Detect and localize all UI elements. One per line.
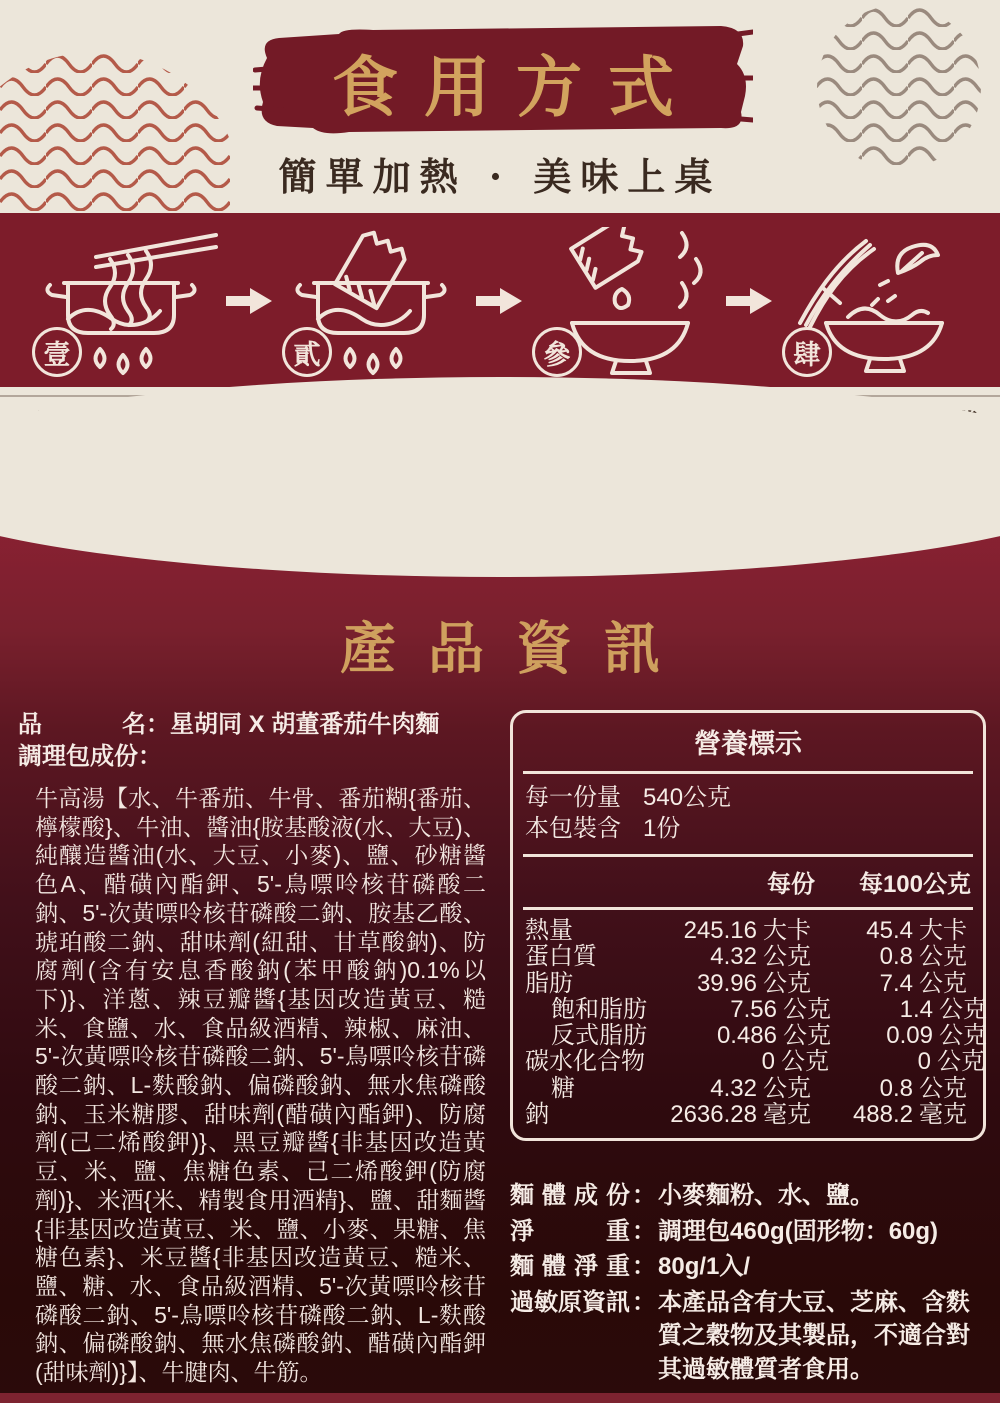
step-1-number: 壹 (43, 339, 71, 371)
usage-title-banner (253, 24, 753, 138)
table-row: 蛋白質 4.32 公克 0.8 公克 (525, 943, 967, 971)
ingredients-text: 牛高湯【水、牛番茄、牛骨、番茄糊{番茄、檸檬酸}、牛油、醬油{胺基酸液(水、大豆)、純釀造醬油(水、大豆、小麥)、鹽、砂糖醬色A、醋磺內酯鉀、5'-鳥嘌呤核苷磷酸二鈉、5'-次黃嘌呤核苷磷酸二鈉、胺基乙酸、琥珀酸二鈉、甜味劑(紐甜、甘草酸鈉)、防腐劑(含有安息香酸鈉(苯甲酸鈉)0.1%以下)}、洋蔥、辣豆瓣醬{基因改造黃豆、糙米、食鹽、水、食品級酒精、辣椒、麻油、5'-次黃嘌呤核苷磷酸二鈉、5'-鳥嘌呤核苷磷酸二鈉、L-麩酸鈉、偏磷酸鈉、無水焦磷酸鈉、玉米糖膠、甜味劑(醋磺內酯鉀)、防腐劑(己二烯酸鉀)}、黑豆瓣醬{非基因改造黃豆、米、鹽、焦糖色素、己二烯酸鉀(防腐劑)}、米酒{米、精製食用酒精}、鹽、甜麵醬{非基因改造黃豆、米、鹽、小麥、果糖、焦糖色素}、米豆醬{非基因改造黃豆、糙米、鹽、糖、水、食品級酒精、5'-次黃嘌呤核苷磷酸二鈉、5'-鳥嘌呤核苷磷酸二鈉、L-麩酸鈉、偏磷酸鈉、無水焦磷酸鈉、醋磺內酯鉀(甜味劑)}】、牛腱肉、牛筋。 (35, 785, 486, 1386)
usage-subtitle: 簡單加熱 · 美味上桌 (278, 154, 722, 199)
table-row: 糖 4.32 公克 0.8 公克 (551, 1074, 967, 1102)
step-3-number-badge (532, 327, 582, 377)
serving-size-value: 540公克 (643, 784, 732, 811)
serving-info (523, 774, 973, 857)
step-arrow-icon (476, 288, 522, 314)
step-1-cell (0, 213, 250, 387)
table-row: 鈉 2636.28 毫克 488.2 毫克 (525, 1101, 967, 1129)
footer-stripe-decoration (0, 1393, 1000, 1403)
step-3-number: 參 (543, 339, 571, 371)
serving-size-row (525, 782, 971, 813)
nutrition-facts-table (510, 710, 986, 1141)
step-3-cell (500, 213, 750, 387)
nutrition-rows (523, 910, 987, 1138)
product-info-content (18, 710, 986, 1388)
step-1-number-badge (32, 327, 82, 377)
step-2-cell (250, 213, 500, 387)
usage-title: 食用方式 (332, 47, 700, 126)
table-row: 脂肪 39.96 公克 7.4 公克 (525, 969, 967, 997)
step-4-cell (750, 213, 1000, 387)
step-2-number-badge (282, 327, 332, 377)
table-row: 熱量 245.16 大卡 45.4 大卡 (525, 917, 967, 944)
allergen-info-row: 過敏原資訊 ： 本產品含有大豆、芝麻、含麩質之穀物及其製品，不適合對其過敏體質者食用。 (510, 1288, 970, 1383)
serving-size-label: 每一份量 (525, 784, 621, 811)
colon: ： (146, 711, 170, 738)
table-row: 反式脂肪 0.486 公克 0.09 公克 (551, 1022, 987, 1050)
servings-per-pack-value: 1份 (643, 815, 681, 842)
product-details-list (510, 1179, 986, 1386)
product-info-title: 產品資訊 (340, 616, 692, 682)
nutrition-column (510, 710, 986, 1388)
step-4-number: 肆 (793, 339, 821, 371)
nutrition-table-title: 營養標示 (523, 713, 973, 774)
step-arrow-icon (226, 288, 272, 314)
servings-per-pack-row (525, 813, 971, 844)
net-weight-row: 淨重 ： 調理包460g(固形物：60g) (510, 1217, 939, 1245)
product-name-value: 星胡同 X 胡董番茄牛肉麵 (170, 711, 440, 738)
retort-pouch-ingredients-label: 調理包成份： (18, 743, 162, 770)
servings-per-pack-label: 本包裝含 (525, 815, 621, 842)
per-serving-header: 每份 (767, 871, 815, 898)
cream-dome-decoration (0, 377, 1000, 577)
step-2-number: 貳 (293, 339, 321, 371)
noodle-net-weight-row: 麵體淨重 ： 80g/1入/ (510, 1253, 751, 1281)
step-arrow-icon (726, 288, 772, 314)
product-name-row (18, 710, 486, 740)
product-name-label: 品名 (18, 711, 146, 738)
noodle-ingredients-row: 麵體成份 ： 小麥麵粉、水、鹽。 (510, 1182, 874, 1210)
nutrition-column-headers (523, 857, 973, 910)
product-info-section (0, 505, 1000, 1403)
step-4-number-badge (782, 327, 832, 377)
per-100g-header: 每100公克 (858, 871, 971, 898)
ingredients-column (18, 710, 486, 1388)
table-row: 碳水化合物 0 公克 0 公克 (525, 1048, 985, 1076)
table-row: 飽和脂肪 7.56 公克 1.4 公克 (551, 995, 987, 1023)
